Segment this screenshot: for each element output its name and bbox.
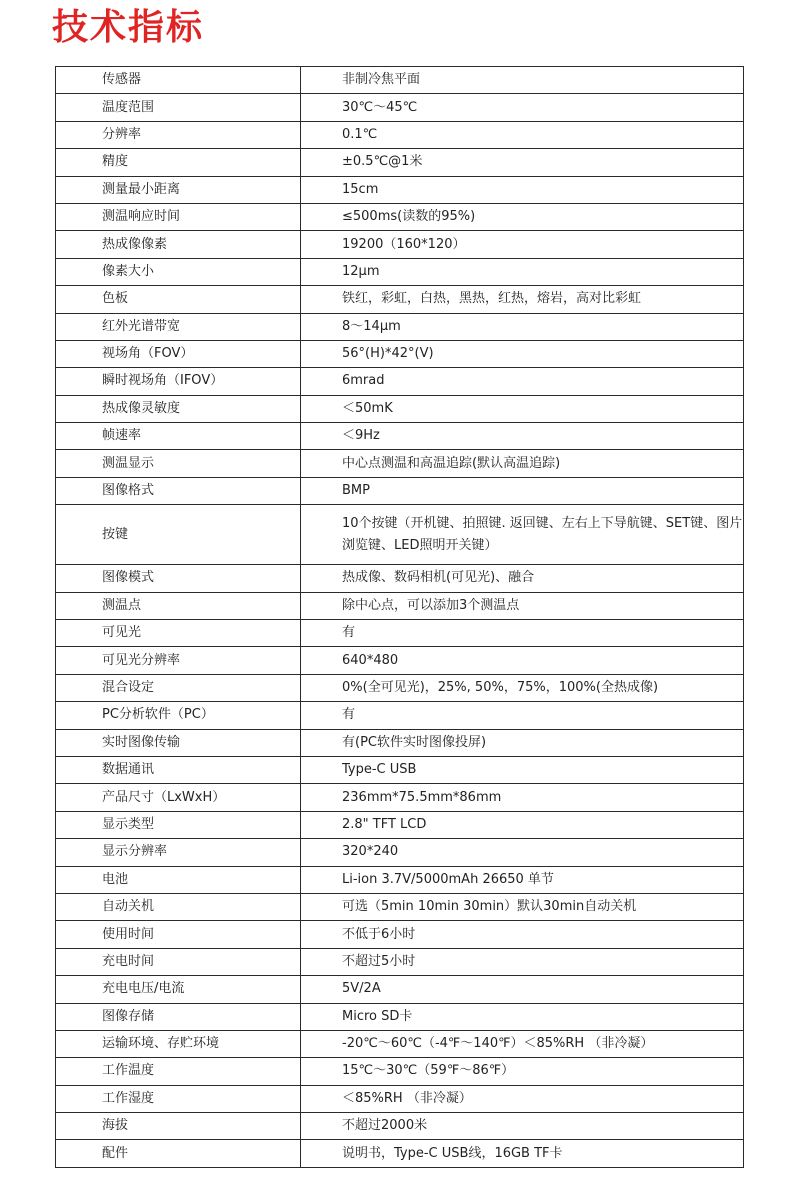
- spec-key: 像素大小: [56, 258, 301, 285]
- spec-value: 除中心点，可以添加3个测温点: [301, 592, 744, 619]
- spec-value: Type-C USB: [301, 756, 744, 783]
- spec-row: [56, 477, 744, 504]
- spec-row: [56, 203, 744, 230]
- spec-key: 工作湿度: [56, 1085, 301, 1112]
- spec-row: [56, 368, 744, 395]
- spec-key: 工作温度: [56, 1058, 301, 1085]
- spec-value: 有: [301, 702, 744, 729]
- spec-row: [56, 231, 744, 258]
- spec-value: 铁红，彩虹，白热，黑热，红热，熔岩，高对比彩虹: [301, 286, 744, 313]
- spec-key: 图像存储: [56, 1003, 301, 1030]
- spec-row: [56, 1058, 744, 1085]
- spec-key: 充电电压/电流: [56, 976, 301, 1003]
- spec-key: 精度: [56, 149, 301, 176]
- spec-key: 视场角（FOV）: [56, 340, 301, 367]
- spec-row: [56, 784, 744, 811]
- spec-key: PC分析软件（PC）: [56, 702, 301, 729]
- spec-row: [56, 976, 744, 1003]
- spec-row: [56, 948, 744, 975]
- spec-row: [56, 1030, 744, 1057]
- spec-key: 按键: [56, 505, 301, 565]
- spec-value: 640*480: [301, 647, 744, 674]
- spec-value: 有: [301, 620, 744, 647]
- spec-value: 12μm: [301, 258, 744, 285]
- spec-value: 中心点测温和高温追踪(默认高温追踪): [301, 450, 744, 477]
- spec-row: [56, 149, 744, 176]
- spec-row: [56, 94, 744, 121]
- spec-value: Li-ion 3.7V/5000mAh 26650 单节: [301, 866, 744, 893]
- spec-row: [56, 286, 744, 313]
- spec-key: 分辨率: [56, 121, 301, 148]
- spec-value: 2.8" TFT LCD: [301, 811, 744, 838]
- spec-row: [56, 176, 744, 203]
- spec-row: [56, 921, 744, 948]
- spec-value: 不超过5小时: [301, 948, 744, 975]
- spec-row: [56, 1113, 744, 1140]
- spec-value: ±0.5℃@1米: [301, 149, 744, 176]
- spec-row: [56, 729, 744, 756]
- spec-value: 不超过2000米: [301, 1113, 744, 1140]
- spec-table: [55, 66, 744, 1168]
- spec-row: [56, 1085, 744, 1112]
- spec-value: 10个按键（开机键、拍照键. 返回键、左右上下导航键、SET键、图片浏览键、LED照明开关键）: [301, 505, 744, 565]
- spec-key: 热成像灵敏度: [56, 395, 301, 422]
- spec-key: 产品尺寸（LxWxH）: [56, 784, 301, 811]
- spec-value: 非制冷焦平面: [301, 67, 744, 94]
- spec-key: 电池: [56, 866, 301, 893]
- spec-row: [56, 423, 744, 450]
- spec-row: [56, 121, 744, 148]
- spec-key: 混合设定: [56, 674, 301, 701]
- spec-row: [56, 313, 744, 340]
- spec-value: 热成像、数码相机(可见光)、融合: [301, 565, 744, 592]
- spec-value: ＜9Hz: [301, 423, 744, 450]
- spec-key: 海拔: [56, 1113, 301, 1140]
- spec-value: 5V/2A: [301, 976, 744, 1003]
- spec-key: 充电时间: [56, 948, 301, 975]
- spec-key: 图像模式: [56, 565, 301, 592]
- spec-row: [56, 565, 744, 592]
- spec-row: [56, 866, 744, 893]
- spec-value: BMP: [301, 477, 744, 504]
- spec-value: 30℃～45℃: [301, 94, 744, 121]
- spec-row: [56, 893, 744, 920]
- spec-value: 15℃～30℃（59℉～86℉）: [301, 1058, 744, 1085]
- spec-value: Micro SD卡: [301, 1003, 744, 1030]
- spec-row: [56, 395, 744, 422]
- spec-key: 温度范围: [56, 94, 301, 121]
- spec-value: ＜85%RH （非冷凝）: [301, 1085, 744, 1112]
- spec-row: [56, 647, 744, 674]
- spec-table-body: [56, 67, 744, 1168]
- spec-row: [56, 258, 744, 285]
- spec-key: 帧速率: [56, 423, 301, 450]
- spec-key: 测温显示: [56, 450, 301, 477]
- spec-key: 使用时间: [56, 921, 301, 948]
- spec-row: [56, 450, 744, 477]
- spec-value: 8～14μm: [301, 313, 744, 340]
- spec-row: [56, 620, 744, 647]
- spec-value: 不低于6小时: [301, 921, 744, 948]
- spec-row: [56, 592, 744, 619]
- spec-value: 19200（160*120）: [301, 231, 744, 258]
- spec-key: 显示类型: [56, 811, 301, 838]
- page-title: 技术指标: [52, 7, 205, 48]
- spec-key: 热成像像素: [56, 231, 301, 258]
- spec-value: 15cm: [301, 176, 744, 203]
- spec-row: [56, 674, 744, 701]
- spec-row: [56, 1140, 744, 1167]
- spec-value: 320*240: [301, 839, 744, 866]
- spec-row: [56, 1003, 744, 1030]
- spec-key: 配件: [56, 1140, 301, 1167]
- spec-value: 56°(H)*42°(V): [301, 340, 744, 367]
- spec-key: 显示分辨率: [56, 839, 301, 866]
- spec-key: 实时图像传输: [56, 729, 301, 756]
- spec-value: 有(PC软件实时图像投屏): [301, 729, 744, 756]
- spec-value: 0%(全可见光)，25%, 50%，75%，100%(全热成像): [301, 674, 744, 701]
- spec-value: ≤500ms(读数的95%): [301, 203, 744, 230]
- spec-row: [56, 811, 744, 838]
- spec-key: 测温响应时间: [56, 203, 301, 230]
- spec-key: 瞬时视场角（IFOV）: [56, 368, 301, 395]
- spec-key: 红外光谱带宽: [56, 313, 301, 340]
- spec-key: 测温点: [56, 592, 301, 619]
- spec-key: 色板: [56, 286, 301, 313]
- spec-value: ＜50mK: [301, 395, 744, 422]
- spec-row: [56, 340, 744, 367]
- spec-key: 图像格式: [56, 477, 301, 504]
- spec-key: 自动关机: [56, 893, 301, 920]
- spec-value: 236mm*75.5mm*86mm: [301, 784, 744, 811]
- spec-row: [56, 839, 744, 866]
- spec-key: 运输环境、存贮环境: [56, 1030, 301, 1057]
- spec-key: 数据通讯: [56, 756, 301, 783]
- spec-key: 可见光: [56, 620, 301, 647]
- spec-value: 可选（5min 10min 30min）默认30min自动关机: [301, 893, 744, 920]
- spec-value: 6mrad: [301, 368, 744, 395]
- spec-row: [56, 756, 744, 783]
- spec-value: 说明书，Type-C USB线，16GB TF卡: [301, 1140, 744, 1167]
- spec-row: [56, 67, 744, 94]
- spec-value: -20℃～60℃（-4℉～140℉）＜85%RH （非冷凝）: [301, 1030, 744, 1057]
- spec-key: 可见光分辨率: [56, 647, 301, 674]
- spec-key: 测量最小距离: [56, 176, 301, 203]
- spec-value: 0.1℃: [301, 121, 744, 148]
- spec-row: [56, 505, 744, 565]
- spec-key: 传感器: [56, 67, 301, 94]
- spec-row: [56, 702, 744, 729]
